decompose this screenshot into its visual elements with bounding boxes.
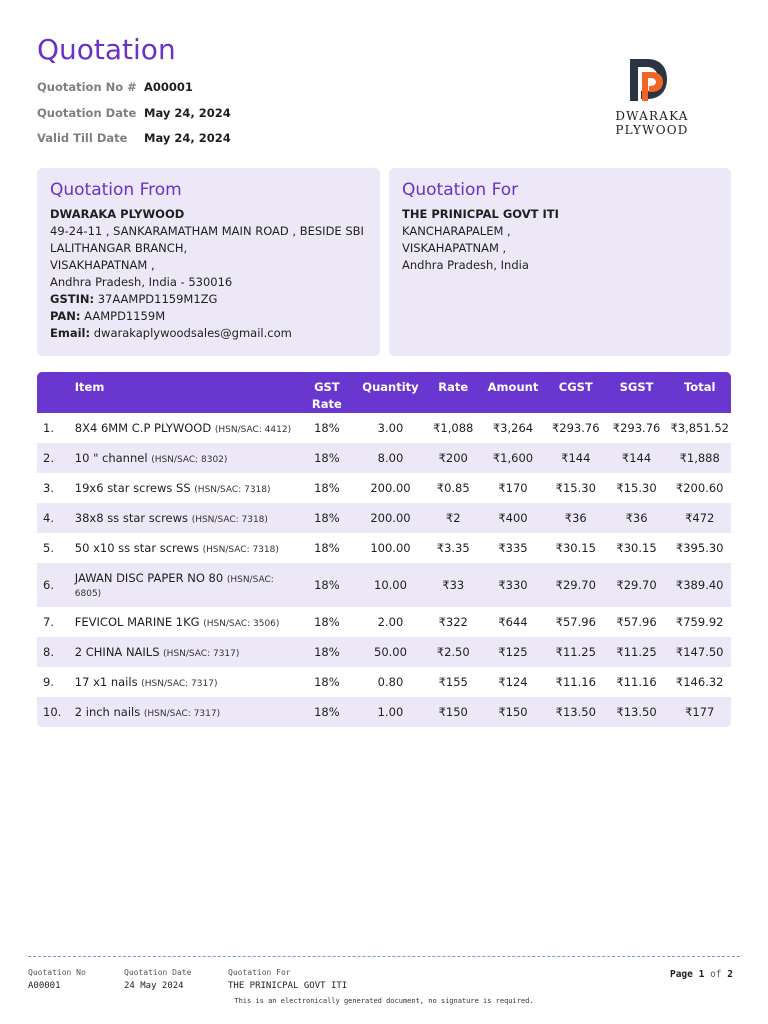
- meta-value: A00001: [144, 80, 193, 94]
- item-cell: [73, 443, 300, 473]
- meta-label: Quotation Date: [37, 105, 137, 120]
- footer-quotation-for: [228, 968, 347, 991]
- row-number: 7.: [43, 615, 54, 629]
- cell-sgst: ₹11.16: [616, 675, 657, 689]
- cell-sgst: ₹57.96: [616, 615, 657, 629]
- document-title: Quotation: [37, 33, 176, 66]
- cell-rate: ₹200: [438, 451, 468, 465]
- cell-cgst: ₹11.16: [555, 675, 596, 689]
- cell-cgst: ₹15.30: [555, 481, 596, 495]
- cell-qty: 200.00: [370, 481, 411, 495]
- cell-gst: 18%: [314, 421, 340, 435]
- logo-text: DWARAKA PLYWOOD: [615, 109, 689, 137]
- cell-sgst: ₹293.76: [612, 421, 661, 435]
- cell-total: ₹146.32: [675, 675, 724, 689]
- cell-cgst: ₹30.15: [555, 541, 596, 555]
- row-number: 9.: [43, 675, 54, 689]
- item-cell: [73, 413, 300, 443]
- pan-label: PAN:: [50, 309, 81, 323]
- cell-amount: ₹335: [498, 541, 528, 555]
- table-header-row: [37, 372, 731, 413]
- table-row: [37, 473, 731, 503]
- cell-qty: 3.00: [377, 421, 404, 435]
- item-hsn: (HSN/SAC: 7318): [194, 485, 271, 495]
- row-number: 4.: [43, 511, 54, 525]
- item-name: 2 CHINA NAILS: [74, 645, 160, 659]
- cell-qty: 50.00: [374, 645, 407, 659]
- item-hsn: (HSN/SAC: 7318): [202, 545, 279, 555]
- header-cgst: CGST: [558, 380, 593, 394]
- address-line: VISAKHAPATNAM ,: [50, 258, 155, 272]
- meta-row-date: [37, 106, 231, 132]
- cell-cgst: ₹144: [561, 451, 591, 465]
- cell-gst: 18%: [314, 541, 340, 555]
- cell-cgst: ₹29.70: [555, 578, 596, 592]
- item-cell: [73, 533, 300, 563]
- item-cell: [73, 697, 300, 727]
- email-line: [50, 325, 380, 342]
- cell-rate: ₹150: [438, 705, 468, 719]
- cell-total: ₹147.50: [675, 645, 724, 659]
- pan-line: [50, 308, 380, 325]
- cell-cgst: ₹293.76: [551, 421, 600, 435]
- gstin-value: 37AAMPD1159M1ZG: [97, 292, 218, 306]
- cell-qty: 1.00: [377, 705, 404, 719]
- row-number: 3.: [43, 481, 54, 495]
- table-row: [37, 503, 731, 533]
- email-value: dwarakaplywoodsales@gmail.com: [93, 326, 292, 340]
- company-logo: [577, 55, 727, 137]
- footer-value: THE PRINICPAL GOVT ITI: [228, 981, 348, 991]
- cell-gst: 18%: [314, 481, 340, 495]
- cell-gst: 18%: [314, 705, 340, 719]
- item-hsn: (HSN/SAC: 6805): [74, 575, 274, 599]
- row-number: 1.: [43, 421, 54, 435]
- header-number: [37, 372, 73, 413]
- item-cell: [73, 563, 300, 607]
- header-item: Item: [74, 380, 105, 394]
- footer-value: A00001: [28, 981, 61, 991]
- cell-qty: 100.00: [370, 541, 411, 555]
- item-cell: [73, 473, 300, 503]
- cell-rate: ₹2.50: [436, 645, 470, 659]
- header-quantity: Quantity: [362, 380, 419, 394]
- cell-rate: ₹2: [445, 511, 461, 525]
- footer-quotation-no: [28, 968, 86, 991]
- row-number: 10.: [43, 705, 62, 719]
- item-hsn: (HSN/SAC: 7317): [163, 649, 240, 659]
- cell-amount: ₹400: [498, 511, 528, 525]
- card-title: Quotation From: [50, 180, 182, 200]
- cell-amount: ₹1,600: [492, 451, 534, 465]
- item-name: 8X4 6MM C.P PLYWOOD: [74, 421, 212, 435]
- address-line: KANCHARAPALEM ,: [402, 224, 511, 238]
- client-name: THE PRINICPAL GOVT ITI: [402, 207, 559, 221]
- meta-value: May 24, 2024: [144, 105, 231, 120]
- row-number: 2.: [43, 451, 54, 465]
- item-name: 19x6 star screws SS: [74, 481, 191, 495]
- page-indicator: [670, 969, 733, 980]
- cell-rate: ₹3.35: [436, 541, 470, 555]
- item-name: 38x8 ss star screws: [74, 511, 189, 525]
- cell-sgst: ₹144: [621, 451, 652, 465]
- item-name: 50 x10 ss star screws: [74, 541, 199, 555]
- cell-sgst: ₹36: [625, 511, 648, 525]
- cell-total: ₹759.92: [675, 615, 724, 629]
- table-row: [37, 563, 731, 607]
- footer-label: Quotation Date: [124, 968, 192, 977]
- pan-value: AAMPD1159M: [84, 309, 166, 323]
- cell-total: ₹177: [685, 705, 715, 719]
- address-line: VISKAHAPATNAM ,: [402, 241, 507, 255]
- address-line: Andhra Pradesh, India - 530016: [50, 275, 233, 289]
- cell-qty: 10.00: [374, 578, 407, 592]
- gstin-label: GSTIN:: [50, 292, 95, 306]
- cell-sgst: ₹13.50: [616, 705, 657, 719]
- cell-qty: 2.00: [377, 615, 404, 629]
- item-hsn: (HSN/SAC: 7317): [143, 709, 221, 719]
- items-table-container: [37, 372, 731, 727]
- items-table: [37, 372, 731, 727]
- cell-amount: ₹125: [498, 645, 528, 659]
- item-name: 17 x1 nails: [74, 675, 138, 689]
- cell-gst: 18%: [314, 451, 340, 465]
- header-amount: Amount: [487, 380, 539, 394]
- cell-rate: ₹1,088: [433, 421, 474, 435]
- row-number: 8.: [43, 645, 54, 659]
- meta-value: May 24, 2024: [144, 131, 231, 145]
- item-cell: [73, 607, 300, 637]
- item-cell: [73, 637, 300, 667]
- footer-value: 24 May 2024: [124, 981, 184, 991]
- page-total: 2: [727, 969, 733, 980]
- meta-row-number: [37, 80, 231, 106]
- table-row: [37, 413, 731, 443]
- email-label: Email:: [50, 326, 91, 340]
- quotation-from-card: [37, 168, 380, 356]
- cell-amount: ₹150: [498, 705, 528, 719]
- item-cell: [73, 667, 300, 697]
- address-line: 49-24-11 , SANKARAMATHAM MAIN ROAD , BESIDE SBI: [50, 224, 364, 238]
- cell-total: ₹395.30: [675, 541, 724, 555]
- cell-total: ₹389.40: [675, 578, 724, 592]
- cell-rate: ₹322: [438, 615, 468, 629]
- cell-gst: 18%: [314, 511, 340, 525]
- item-hsn: (HSN/SAC: 7317): [141, 679, 218, 689]
- cell-amount: ₹124: [498, 675, 528, 689]
- footer-quotation-date: [124, 968, 191, 991]
- cell-total: ₹3,851.52: [670, 421, 729, 435]
- item-name: FEVICOL MARINE 1KG: [74, 615, 200, 629]
- page-of: of: [710, 969, 722, 980]
- cell-cgst: ₹57.96: [555, 615, 596, 629]
- cell-sgst: ₹29.70: [616, 578, 657, 592]
- cell-total: ₹1,888: [679, 451, 720, 465]
- cell-cgst: ₹36: [564, 511, 587, 525]
- card-body: [50, 206, 380, 342]
- address-line: LALITHANGAR BRANCH,: [50, 241, 188, 255]
- footer-label: Quotation No: [28, 968, 86, 977]
- company-name: DWARAKA PLYWOOD: [50, 207, 185, 221]
- cell-gst: 18%: [314, 645, 340, 659]
- cell-sgst: ₹15.30: [616, 481, 657, 495]
- meta-row-valid-till: [37, 131, 231, 157]
- item-name: 2 inch nails: [74, 705, 141, 719]
- row-number: 5.: [43, 541, 54, 555]
- cell-total: ₹472: [685, 511, 715, 525]
- item-name: 10 " channel: [74, 451, 148, 465]
- cell-sgst: ₹30.15: [616, 541, 657, 555]
- header-gst-rate: [300, 372, 354, 413]
- cell-gst: 18%: [314, 675, 340, 689]
- card-body: [402, 206, 731, 274]
- footer-divider: [28, 956, 740, 957]
- table-row: [37, 697, 731, 727]
- cell-amount: ₹3,264: [492, 421, 534, 435]
- header-gst-line1: GST: [314, 380, 340, 394]
- header-sgst: SGST: [619, 380, 654, 394]
- meta-label: Quotation No #: [37, 80, 137, 94]
- cell-gst: 18%: [314, 578, 340, 592]
- row-number: 6.: [43, 578, 54, 592]
- cell-total: ₹200.60: [675, 481, 724, 495]
- cell-rate: ₹0.85: [436, 481, 470, 495]
- card-title: Quotation For: [402, 180, 519, 200]
- header-gst-line2: Rate: [311, 397, 342, 411]
- item-hsn: (HSN/SAC: 4412): [214, 425, 292, 435]
- page-word: Page: [669, 969, 693, 980]
- cell-amount: ₹170: [498, 481, 528, 495]
- cell-qty: 200.00: [370, 511, 411, 525]
- quotation-for-card: [389, 168, 731, 356]
- item-hsn: (HSN/SAC: 7318): [191, 515, 268, 525]
- quotation-meta: [37, 80, 231, 157]
- table-row: [37, 607, 731, 637]
- cell-qty: 0.80: [377, 675, 404, 689]
- meta-label: Valid Till Date: [37, 131, 128, 145]
- cell-cgst: ₹11.25: [555, 645, 596, 659]
- cell-amount: ₹644: [498, 615, 528, 629]
- table-row: [37, 533, 731, 563]
- cell-amount: ₹330: [498, 578, 528, 592]
- table-row: [37, 667, 731, 697]
- item-hsn: (HSN/SAC: 8302): [151, 455, 228, 465]
- item-hsn: (HSN/SAC: 3506): [203, 619, 280, 629]
- item-cell: [73, 503, 300, 533]
- header-total: Total: [683, 380, 716, 394]
- gstin-line: [50, 291, 380, 308]
- cell-gst: 18%: [314, 615, 340, 629]
- disclaimer: This is an electronically generated document, no signature is required.: [234, 997, 534, 1005]
- item-name: JAWAN DISC PAPER NO 80: [74, 571, 224, 585]
- address-line: Andhra Pradesh, India: [402, 258, 529, 272]
- table-row: [37, 637, 731, 667]
- page-current: 1: [698, 969, 705, 980]
- table-row: [37, 443, 731, 473]
- cell-qty: 8.00: [377, 451, 404, 465]
- cell-sgst: ₹11.25: [616, 645, 657, 659]
- cell-cgst: ₹13.50: [555, 705, 596, 719]
- cell-rate: ₹155: [438, 675, 468, 689]
- cell-rate: ₹33: [442, 578, 465, 592]
- footer-label: Quotation For: [228, 968, 291, 977]
- header-rate: Rate: [438, 380, 469, 394]
- dp-logo-icon: [627, 55, 677, 105]
